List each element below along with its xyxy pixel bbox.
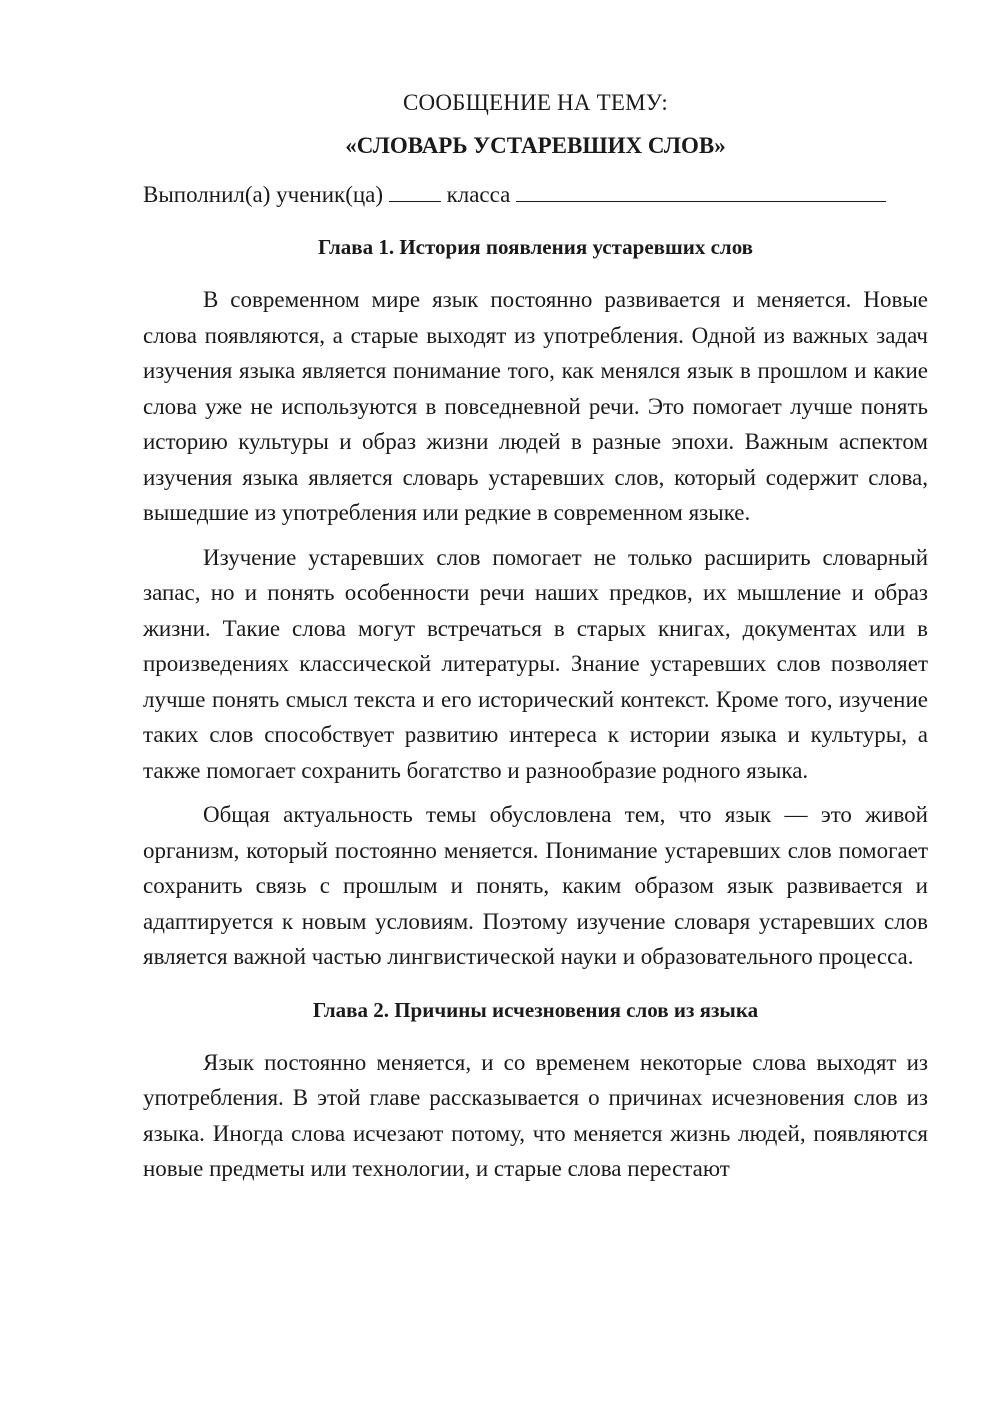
grade-blank bbox=[389, 181, 441, 202]
document-title-line1: СООБЩЕНИЕ НА ТЕМУ: bbox=[403, 90, 668, 115]
chapter1-paragraph-3: Общая актуальность темы обусловлена тем, что язык — это живой организм, который постоянно меняется. Понимание устаревших слов помогает сохранить связь с прошлым и понять, каким образом язык развивается и адаптируется к новым условиям. Поэтому изучение словаря устаревших слов является важной частью лингвистической науки и образовательного процесса. bbox=[143, 802, 928, 969]
document-title-line2: «СЛОВАРЬ УСТАРЕВШИХ СЛОВ» bbox=[345, 133, 726, 158]
author-class-label: класса bbox=[446, 182, 511, 207]
chapter1-paragraph-2: Изучение устаревших слов помогает не только расширить словарный запас, но и понять особенности речи наших предков, их мышление и образ жизни. Такие слова могут встречаться в старых книгах, документах или в произведениях классической литературы. Знание устаревших слов позволяет лучше понять смысл текста и его исторический контекст. Кроме того, изучение таких слов способствует развитию интереса к истории языка и культуры, а также помогает сохранить богатство и разнообразие родного языка. bbox=[143, 544, 928, 783]
name-blank bbox=[516, 181, 886, 202]
chapter1-heading: Глава 1. История появления устаревших слов bbox=[317, 235, 754, 259]
document-page bbox=[143, 88, 928, 1187]
author-line bbox=[143, 180, 928, 210]
author-prefix: Выполнил(а) ученик(ца) bbox=[143, 182, 384, 207]
chapter1-paragraph-1: В современном мире язык постоянно развивается и меняется. Новые слова появляются, а старые выходят из употребления. Одной из важных задач изучения языка является понимание того, как менялся язык в прошлом и какие слова уже не используются в повседневной речи. Это помогает лучше понять историю культуры и образ жизни людей в разные эпохи. Важным аспектом изучения языка является словарь устаревших слов, который содержит слова, вышедшие из употребления или редкие в современном языке. bbox=[143, 287, 928, 525]
chapter2-paragraph-1: Язык постоянно меняется, и со временем некоторые слова выходят из употребления. В этой главе рассказывается о причинах исчезновения слов из языка. Иногда слова исчезают потому, что меняется жизнь людей, появляются новые предметы или технологии, и старые слова перестают bbox=[143, 1049, 928, 1181]
chapter2-heading: Глава 2. Причины исчезновения слов из языка bbox=[312, 997, 759, 1022]
